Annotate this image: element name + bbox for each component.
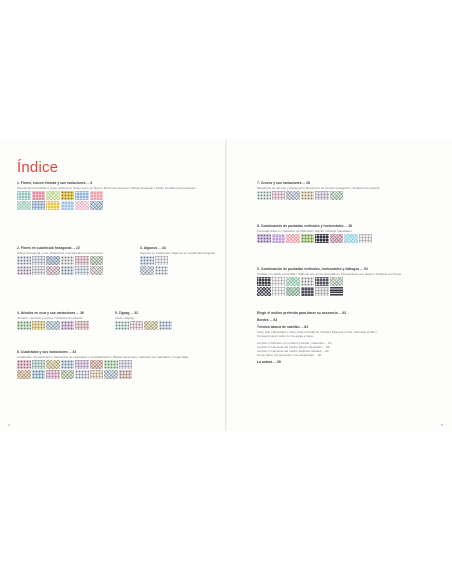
bordes-heading: Bordes ... 63 [257, 318, 278, 322]
pattern-swatch [75, 321, 89, 330]
entry-description: Cuadrados / Pensamiento | Muestrario de cuadrados y amigdalización | Relacionamientos | Variación de cuadrados y bugambilia [17, 355, 189, 359]
pattern-swatch [104, 360, 118, 369]
pattern-swatch [46, 321, 60, 330]
pattern-swatch [32, 266, 46, 275]
pattern-swatch [46, 256, 60, 265]
pattern-swatch [32, 191, 46, 200]
toc-entry-4 [17, 311, 107, 330]
page-number-right: 5 [441, 423, 443, 427]
pattern-swatch [32, 256, 46, 265]
pattern-swatch [90, 256, 104, 265]
pattern-swatch [61, 256, 75, 265]
pattern-swatch [75, 370, 89, 379]
lesson-line: Lección 3 Camiseta del molino sanpano tokakuji ... 92 [257, 349, 329, 353]
pattern-swatch [90, 191, 104, 200]
toc-entry-2 [17, 246, 129, 275]
toc-entry-5 [115, 311, 215, 330]
swatch-gallery [257, 191, 367, 200]
swatch-gallery [257, 234, 377, 243]
pattern-swatch [61, 201, 75, 210]
pattern-swatch [17, 370, 31, 379]
pattern-swatch [140, 266, 154, 275]
pattern-swatch [330, 277, 344, 286]
pattern-swatch [17, 201, 31, 210]
entry-description: Pensamiento bordado a mano (p)/[texto] | Nidos sacro en flores | Borrones/ Accesos | Dibujo triangular | Jardín bordado para pañuelos [17, 186, 196, 190]
pattern-swatch [61, 360, 75, 369]
pattern-swatch [159, 321, 173, 330]
pattern-swatch [315, 191, 329, 200]
pattern-swatch [315, 234, 329, 243]
entry-heading: 8. Combinación de puntadas verticales y horizontales ... 36 [257, 224, 352, 228]
entry-heading: 9. Combinación de puntadas verticales, horizontales y diálogos ... 54 [257, 267, 368, 271]
pattern-swatch [257, 234, 271, 243]
pattern-swatch [61, 370, 75, 379]
entry-description: Puñado con doble escondido / Elabodo con tonos avanzados | Pensamiento con diseño | Pañuelo con flores [257, 272, 401, 276]
pattern-swatch [32, 321, 46, 330]
entry-heading: 5. Zigzag ... 32 [115, 311, 138, 315]
toc-entry-3 [140, 246, 220, 275]
pattern-swatch [61, 191, 75, 200]
pattern-swatch [32, 201, 46, 210]
pattern-swatch [257, 287, 271, 296]
pattern-swatch [75, 360, 89, 369]
pattern-swatch [301, 287, 315, 296]
pattern-swatch [46, 266, 60, 275]
pattern-swatch [46, 201, 60, 210]
technique-line: Tela | Hilo | Materiales | Cómo usar el dedal de manilla | Preparar el hilo | Rematar el hilo | [257, 330, 377, 334]
pattern-swatch [286, 287, 300, 296]
pattern-swatch [257, 277, 271, 286]
pattern-swatch [90, 370, 104, 379]
swatch-gallery [17, 191, 117, 210]
entry-heading: 3. Algunos ... 34 [140, 246, 166, 250]
accessory-heading: Elegir el molino preferido para hacer su accesorio ... 62 [257, 311, 347, 315]
pattern-swatch [75, 266, 89, 275]
page-title: Índice [17, 159, 59, 176]
pattern-swatch [257, 191, 271, 200]
swatch-gallery [257, 277, 347, 296]
entry-heading: 1. Flores, cruces étnicas y sus variaciones ... 8 [17, 181, 93, 185]
pattern-swatch [115, 321, 129, 330]
pattern-swatch [119, 370, 133, 379]
technique-heading: Técnica básica de sashiko ... 84 [257, 325, 309, 329]
pattern-swatch [32, 360, 46, 369]
lesson-line: Cómo hacer los proyectos y los diagramas ... 96 [257, 353, 322, 357]
toc-entry-9 [257, 267, 442, 296]
pattern-swatch [301, 277, 315, 286]
pattern-swatch [155, 266, 169, 275]
book-spread [0, 139, 452, 431]
entry-description: Puntadas dibuero | Variación de Mattnasti | Hikyan | Mueble hakudakuji [257, 229, 352, 233]
swatch-gallery [17, 360, 137, 379]
pattern-swatch [90, 266, 104, 275]
toc-entry-6 [17, 350, 217, 379]
pattern-swatch [119, 360, 133, 369]
swatch-gallery [17, 256, 117, 275]
author-heading: La autora ... 99 [257, 360, 281, 364]
entry-heading: 2. Flores en cuadrícula hexagonal ... 22 [17, 246, 80, 250]
entry-description: Dibujo hexagonal y sus variaciones | Hexagonal con tres colores [17, 251, 103, 255]
pattern-swatch [17, 266, 31, 275]
lesson-line: Lección 2 Camiseta del molino hikyan hanazashi ... 88 [257, 345, 330, 349]
pattern-swatch [315, 287, 329, 296]
pattern-swatch [301, 234, 315, 243]
pattern-swatch [330, 191, 344, 200]
swatch-gallery [140, 256, 180, 275]
pattern-swatch [75, 256, 89, 265]
pattern-swatch [286, 234, 300, 243]
pattern-swatch [75, 191, 89, 200]
toc-entry-7 [257, 181, 442, 200]
pattern-swatch [17, 191, 31, 200]
toc-entry-1 [17, 181, 217, 210]
pattern-swatch [272, 287, 286, 296]
pattern-swatch [17, 321, 31, 330]
swatch-gallery [17, 321, 107, 330]
pattern-swatch [330, 234, 344, 243]
lesson-line: Lección 1 Pañuelo con motivos juhuutô y asanoha ... 16 [257, 341, 332, 345]
pattern-swatch [272, 277, 286, 286]
pattern-swatch [61, 266, 75, 275]
entry-heading: 7. Cruces y sus variaciones ... 28 [257, 181, 310, 185]
right-page [227, 139, 452, 431]
toc-entry-8 [257, 224, 442, 243]
entry-description: Algunos en cuadrícula / Algunos en cuadrícula triangular [140, 251, 216, 255]
pattern-swatch [140, 256, 154, 265]
pattern-swatch [286, 191, 300, 200]
pattern-swatch [46, 191, 60, 200]
pattern-swatch [315, 277, 329, 286]
pattern-swatch [130, 321, 144, 330]
pattern-swatch [32, 370, 46, 379]
left-page [0, 139, 225, 431]
pattern-swatch [344, 234, 358, 243]
pattern-swatch [17, 256, 31, 265]
technique-line: Consejos para bordar con la aguja e hacer [257, 334, 314, 338]
pattern-swatch [17, 360, 31, 369]
pattern-swatch [90, 360, 104, 369]
pattern-swatch [144, 321, 158, 330]
entry-heading: 6. Cuadrados y sus variaciones ... 24 [17, 350, 77, 354]
pattern-swatch [61, 321, 75, 330]
pattern-swatch [272, 191, 286, 200]
entry-description: Línde / Zigzag [115, 316, 135, 320]
swatch-gallery [115, 321, 195, 330]
entry-heading: 4. Árboles en cruz y sus variaciones ... 36 [17, 311, 84, 315]
pattern-swatch [301, 191, 315, 200]
entry-description: Muestrario de juhuutô y kawaguchi | Muestrario de juhuutô kawaguchi | Variación de juhuutô [257, 186, 380, 190]
pattern-swatch [46, 370, 60, 379]
pattern-swatch [90, 201, 104, 210]
pattern-swatch [359, 234, 373, 243]
pattern-swatch [46, 360, 60, 369]
pattern-swatch [104, 370, 118, 379]
toc-text-block [257, 311, 442, 364]
entry-description: Juhuutô / Juhuutô y cruces / Variación de juhuutô [17, 316, 83, 320]
pattern-swatch [272, 234, 286, 243]
page-number-left: 4 [8, 423, 10, 427]
pattern-swatch [75, 201, 89, 210]
pattern-swatch [286, 277, 300, 286]
pattern-swatch [330, 287, 344, 296]
pattern-swatch [155, 256, 169, 265]
